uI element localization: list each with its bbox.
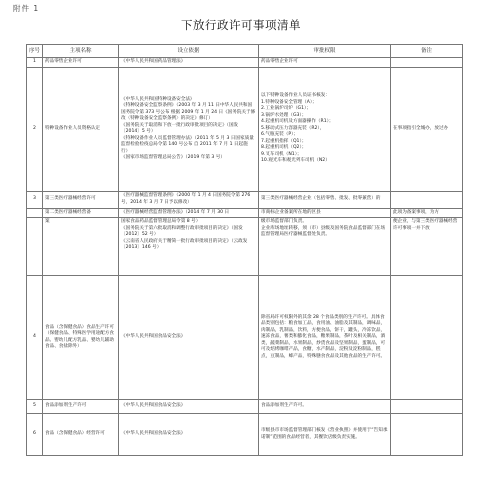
- approval-authority: 第三类医疗器械经营企业（包括零售、批发、批零兼营）的: [259, 191, 391, 208]
- row-number: 1: [27, 58, 43, 68]
- column-header-name: 主项名称: [43, 45, 119, 58]
- notes: [391, 191, 463, 208]
- approval-authority: 市级县市市场监督管理部门核发《营业执照》并使用于“告知承诺制”范围的食品经营者，其餐饮店级负责实施。: [259, 414, 391, 456]
- notes: 便企业，与第三类医疗器械经营许可事项一并下放: [391, 218, 463, 276]
- table-row: [27, 276, 463, 400]
- column-header-basis: 设立依据: [119, 45, 259, 58]
- legal-basis: 《中华人民共和国食品安全法》: [119, 414, 259, 456]
- notes: 此项为备案事项，为方: [391, 208, 463, 218]
- approval-authority: 食品添加剂生产许可。: [259, 400, 391, 414]
- legal-basis: 《中华人民共和国食品安全法》: [119, 276, 259, 400]
- legal-basis: 《中华人民共和国食品安全法》: [119, 400, 259, 414]
- approval-authority: 除省局许可权限外的其余 28 个食品类别的生产许可。具体食品类别包括：粮食加工品，食用油、油脂及其制品，调味品，肉制品，乳制品，饮料，方便食品，饼干，罐头，冷冻饮品，速冻食品，薯类和膨化食品，糖果制品，茶叶及相关制品，酒类，蔬菜制品，水果制品，炒货食品及坚果制品，蛋制品，可可及焙烤咖啡产品，食糖，水产制品，淀粉及淀粉制品，糕点，豆制品，蜂产品，特殊膳食食品及其他食品的生产许可。: [259, 276, 391, 400]
- column-header-no: 序号: [27, 45, 43, 58]
- column-header-authority: 审批权限: [259, 45, 391, 58]
- row-number: 5: [27, 400, 43, 414]
- row-number: 6: [27, 414, 43, 456]
- table-row: [27, 414, 463, 456]
- item-name: 特种设备作业人员资格认定: [43, 67, 119, 191]
- page-title: 下放行政许可事项清单: [181, 18, 301, 32]
- notes: [391, 414, 463, 456]
- item-name: 食品（含保健食品）经营许可: [43, 414, 119, 456]
- row-number: 2: [27, 67, 43, 191]
- row-number: 4: [27, 276, 43, 400]
- table-row: [27, 208, 463, 218]
- column-header-notes: 备注: [391, 45, 463, 58]
- legal-basis: 《中华人民共和国特种设备安全法》 《特种设备安全监察条例》（2003 年 3 月 11 日中华人民共和国国务院令第 373 号公布 根据 2009 年 1 月 24 日《国务院关于修改〈特种设备安全监察条例〉的决定》修订） 《国务院关于取消和下放一批行政审批项目的决定》（国发〔2014〕5 号） 《特种设备作业人员监督管理办法》（2011 年 5 月 3 日国家质量监督检验检疫总局令第 140 号公布 自 2011 年 7 月 1 日起施行） 《国家市场监督管理总局公告》（2019 年第 3 号）: [119, 67, 259, 191]
- item-name: 食品添加剂生产许可: [43, 400, 119, 414]
- item-name: 药品零售企业许可: [43, 58, 119, 68]
- approval-authority: 以下特种设备作业人员证书核发： 1.特种设备安全管理（A）； 2.工业锅炉司炉（G1）； 3.锅炉水处理（G3）； 4.起重机司机及方面器操作（R1）； 5.移动式压力容器充装（R2）， 6.气瓶充装（P）； 7.起重机指挥（Q1）； 8.起重机司机（Q2）； 9.叉车司机（N1）； 10.观光车和观光列车司机（N2）: [259, 67, 391, 191]
- item-name: 第二类医疗器械经营备: [43, 208, 119, 218]
- item-name: 案: [43, 218, 119, 276]
- table-row: [27, 58, 463, 68]
- table-row: [27, 191, 463, 208]
- approval-authority: 药品零售企业许可: [259, 58, 391, 68]
- table-row: [27, 218, 463, 276]
- legal-basis: 国家食品药品监督管理总局令第 8 号） 《国务院关于第六批取消和调整行政审批项目的决定》（国发〔2012〕52 号） 《云南省人民政府关于精简一批行政审批项目的决定》（云政发〔2013〕146 号）: [119, 218, 259, 276]
- table-header-row: [27, 45, 463, 58]
- notes: [391, 400, 463, 414]
- row-number: [27, 218, 43, 276]
- notes: [391, 58, 463, 68]
- table-row: [27, 400, 463, 414]
- legal-basis: 《医疗器械经营监督管理办法》（2014 年 7 月 30 日: [119, 208, 259, 218]
- permit-table: [26, 44, 463, 456]
- attachment-label: 附件 1: [13, 4, 40, 13]
- legal-basis: 《医疗器械监督管理条例》（2000 年 1 月 4 日国务院令第 276 号，2014 年 3 月 7 日予以修改）: [119, 191, 259, 208]
- legal-basis: 《中华人民共和国药品管理法》: [119, 58, 259, 68]
- notes: [391, 276, 463, 400]
- notes: 在事项指引全城办，放过办: [391, 67, 463, 191]
- table-row: [27, 67, 463, 191]
- approval-authority: 市商标企业备案所在地的区县: [259, 208, 391, 218]
- item-name: 食品（含保健食品）食品生产许可（保健食品、特殊医学用途配方食品、婴幼儿配方乳品、婴幼儿辅助食品、食盐除外）: [43, 276, 119, 400]
- approval-authority: 级市场监督部门负责。 企业库场地址转移，须（市）县级及国务院食品监督部门在场监督管理局医疗器械监督处负责。: [259, 218, 391, 276]
- row-number: [27, 208, 43, 218]
- row-number: 3: [27, 191, 43, 208]
- item-name: 第三类医疗器械经营许可: [43, 191, 119, 208]
